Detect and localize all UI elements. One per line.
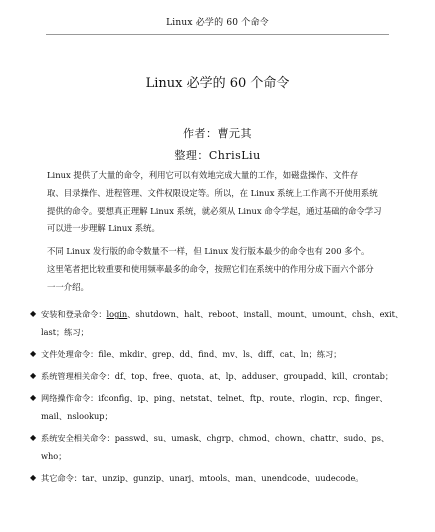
category-system-management bbox=[30, 367, 408, 385]
category-label: 文件处理命令： bbox=[41, 349, 99, 360]
running-header: Linux 必学的 60 个命令 bbox=[166, 18, 269, 28]
category-label: 系统管理相关命令： bbox=[41, 370, 115, 381]
category-file-processing bbox=[30, 345, 408, 363]
paragraph-line: Linux 提供了大量的命令，利用它可以有效地完成大量的工作，如磁盘操作、文件存 bbox=[47, 170, 359, 180]
diamond-bullet-icon: ◆ bbox=[30, 349, 37, 359]
category-commands: file、mkdir、grep、dd、find、mv、ls、diff、cat、ln；练习； bbox=[98, 349, 342, 360]
diamond-bullet-icon: ◆ bbox=[30, 472, 37, 482]
editor-line: 整理：ChrisLiu bbox=[174, 149, 261, 162]
diamond-bullet-icon: ◆ bbox=[30, 370, 37, 380]
category-label: 安装和登录命令： bbox=[41, 309, 107, 319]
diamond-bullet-icon: ◆ bbox=[30, 432, 37, 442]
paragraph-line: 取、目录操作、进程管理、文件权限设定等。所以，在 Linux 系统上工作离不开使用系统 bbox=[47, 187, 378, 198]
header-rule bbox=[46, 34, 389, 35]
paragraph-line: 提供的命令。要想真正理解 Linux 系统，就必须从 Linux 命令学起，通过基础的命令学习 bbox=[47, 205, 382, 216]
paragraph-line: 可以进一步理解 Linux 系统。 bbox=[47, 223, 160, 234]
category-system-security bbox=[30, 429, 408, 466]
category-label: 其它命令： bbox=[41, 472, 82, 483]
category-commands: df、top、free、quota、at、lp、adduser、groupadd、kill、crontab； bbox=[114, 370, 394, 381]
category-label: 网络操作命令： bbox=[41, 392, 99, 403]
command-category-list bbox=[30, 305, 408, 491]
category-label: 系统安全相关命令： bbox=[41, 432, 115, 443]
paragraph-line: 不同 Linux 发行版的命令数量不一样，但 Linux 发行版本最少的命令也有 200 多个。 bbox=[47, 246, 370, 256]
intro-paragraph bbox=[30, 167, 408, 238]
category-commands: ifconfig、ip、ping、netstat、telnet、ftp、route、rlogin、rcp、finger、mail、nslookup； bbox=[41, 392, 388, 421]
category-commands: passwd、su、umask、chgrp、chmod、chown、chattr、sudo、ps、who； bbox=[41, 432, 390, 462]
category-install-login bbox=[30, 305, 408, 342]
document-title: Linux 必学的 60 个命令 bbox=[145, 76, 290, 91]
diamond-bullet-icon: ◆ bbox=[30, 309, 37, 318]
paragraph-line: 一一介绍。 bbox=[47, 281, 89, 292]
paragraph-line: 这里笔者把比较重要和使用频率最多的命令，按照它们在系统中的作用分成下面六个部分 bbox=[47, 263, 374, 274]
category-commands: tar、unzip、gunzip、unarj、mtools、man、unendcode、uudecode。 bbox=[81, 472, 364, 483]
category-other bbox=[30, 469, 408, 487]
category-commands: 、shutdown、halt、reboot、install、mount、umount、chsh、exit、last；练习； bbox=[41, 309, 404, 338]
overview-paragraph bbox=[30, 243, 408, 296]
login-command-link[interactable]: login bbox=[106, 309, 128, 319]
category-network-operations bbox=[30, 389, 408, 426]
author-line: 作者：曹元其 bbox=[183, 127, 252, 140]
diamond-bullet-icon: ◆ bbox=[30, 392, 37, 402]
